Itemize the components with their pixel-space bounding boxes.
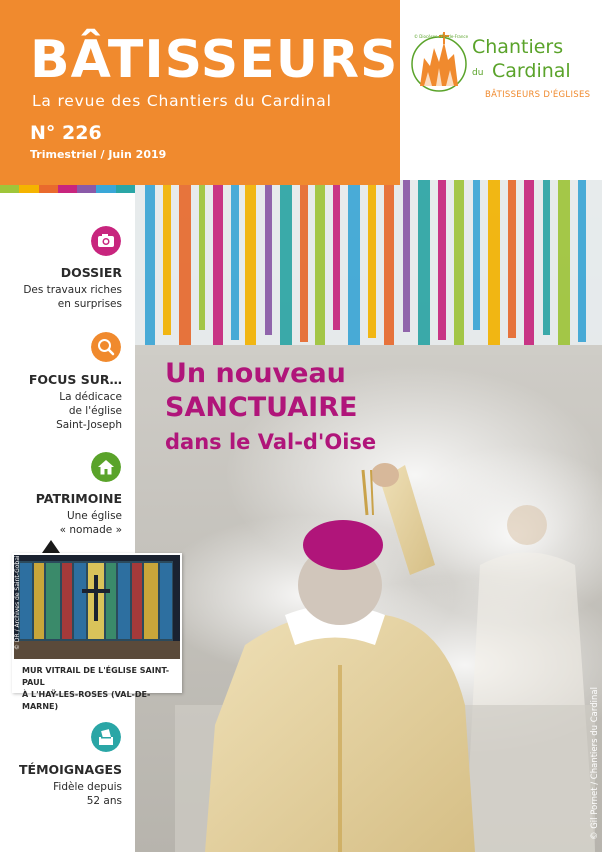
bishop-incense-illustration <box>135 145 602 852</box>
house-icon[interactable] <box>91 452 121 482</box>
section-desc-patrimoine <box>60 509 122 537</box>
magnifier-icon[interactable] <box>91 332 121 362</box>
camera-icon[interactable] <box>91 226 121 256</box>
ballot-icon[interactable] <box>91 722 121 752</box>
magazine-title: BÂTISSEURS <box>30 30 399 90</box>
desc-line: Une église <box>66 510 122 522</box>
thumbnail-credit: © DR / Archives de Saint-Gobain <box>14 551 21 650</box>
cover-headline[interactable] <box>165 357 376 459</box>
rainbow-band <box>0 185 19 193</box>
section-title-temoignages[interactable]: TÉMOIGNAGES <box>19 762 122 777</box>
photo-credit: © Gil Pornet / Chantiers du Cardinal <box>590 687 600 840</box>
rainbow-band <box>39 185 58 193</box>
rainbow-strip <box>0 185 135 193</box>
publisher-logo[interactable] <box>400 0 602 145</box>
logo-tagline: BÂTISSEURS D'ÉGLISES <box>485 90 591 100</box>
logo-name-line-1: Chantiers <box>472 36 564 58</box>
magazine-subtitle: La revue des Chantiers du Cardinal <box>32 92 332 110</box>
rainbow-band <box>19 185 38 193</box>
caption-line: À L'HAŸ-LES-ROSES (VAL-DE-MARNE) <box>22 690 151 711</box>
section-desc-focus <box>56 390 122 432</box>
cover-photo <box>135 145 602 852</box>
masthead <box>0 0 400 185</box>
issue-date: Trimestriel / Juin 2019 <box>30 148 167 161</box>
desc-line: La dédicace <box>59 391 122 403</box>
thumbnail-pointer <box>42 540 60 553</box>
desc-line: Fidèle depuis <box>53 781 122 793</box>
desc-line: Saint-Joseph <box>56 419 122 431</box>
headline-line-3: dans le Val-d'Oise <box>165 430 377 454</box>
logo-arc-text: © Diocèses d'Île-de-France <box>414 34 469 39</box>
logo-name-line-2: Cardinal <box>492 60 571 82</box>
desc-line: 52 ans <box>86 795 122 807</box>
issue-number: N° 226 <box>30 122 102 144</box>
section-title-patrimoine[interactable]: PATRIMOINE <box>35 491 122 506</box>
desc-line: Des travaux riches <box>23 284 122 296</box>
logo-name-du: du <box>472 68 484 78</box>
cathedral-emblem-icon <box>408 28 470 100</box>
section-desc-dossier <box>23 283 122 311</box>
rainbow-band <box>58 185 77 193</box>
headline-line-1: Un nouveau <box>165 358 346 389</box>
desc-line: de l'église <box>68 405 122 417</box>
patrimoine-thumbnail[interactable] <box>12 553 182 711</box>
section-title-dossier[interactable]: DOSSIER <box>60 265 122 280</box>
section-title-focus[interactable]: FOCUS SUR… <box>28 372 122 387</box>
rainbow-band <box>96 185 115 193</box>
section-desc-temoignages <box>53 780 122 808</box>
thumbnail-caption <box>22 665 182 713</box>
desc-line: en surprises <box>57 298 122 310</box>
rainbow-band <box>116 185 135 193</box>
caption-line: MUR VITRAIL DE L'ÉGLISE SAINT-PAUL <box>22 666 170 687</box>
desc-line: « nomade » <box>59 524 122 536</box>
stained-glass-wall-image <box>14 555 180 659</box>
headline-line-2: SANCTUAIRE <box>165 392 358 423</box>
stained-glass-wall-illustration <box>14 555 180 659</box>
rainbow-band <box>77 185 96 193</box>
